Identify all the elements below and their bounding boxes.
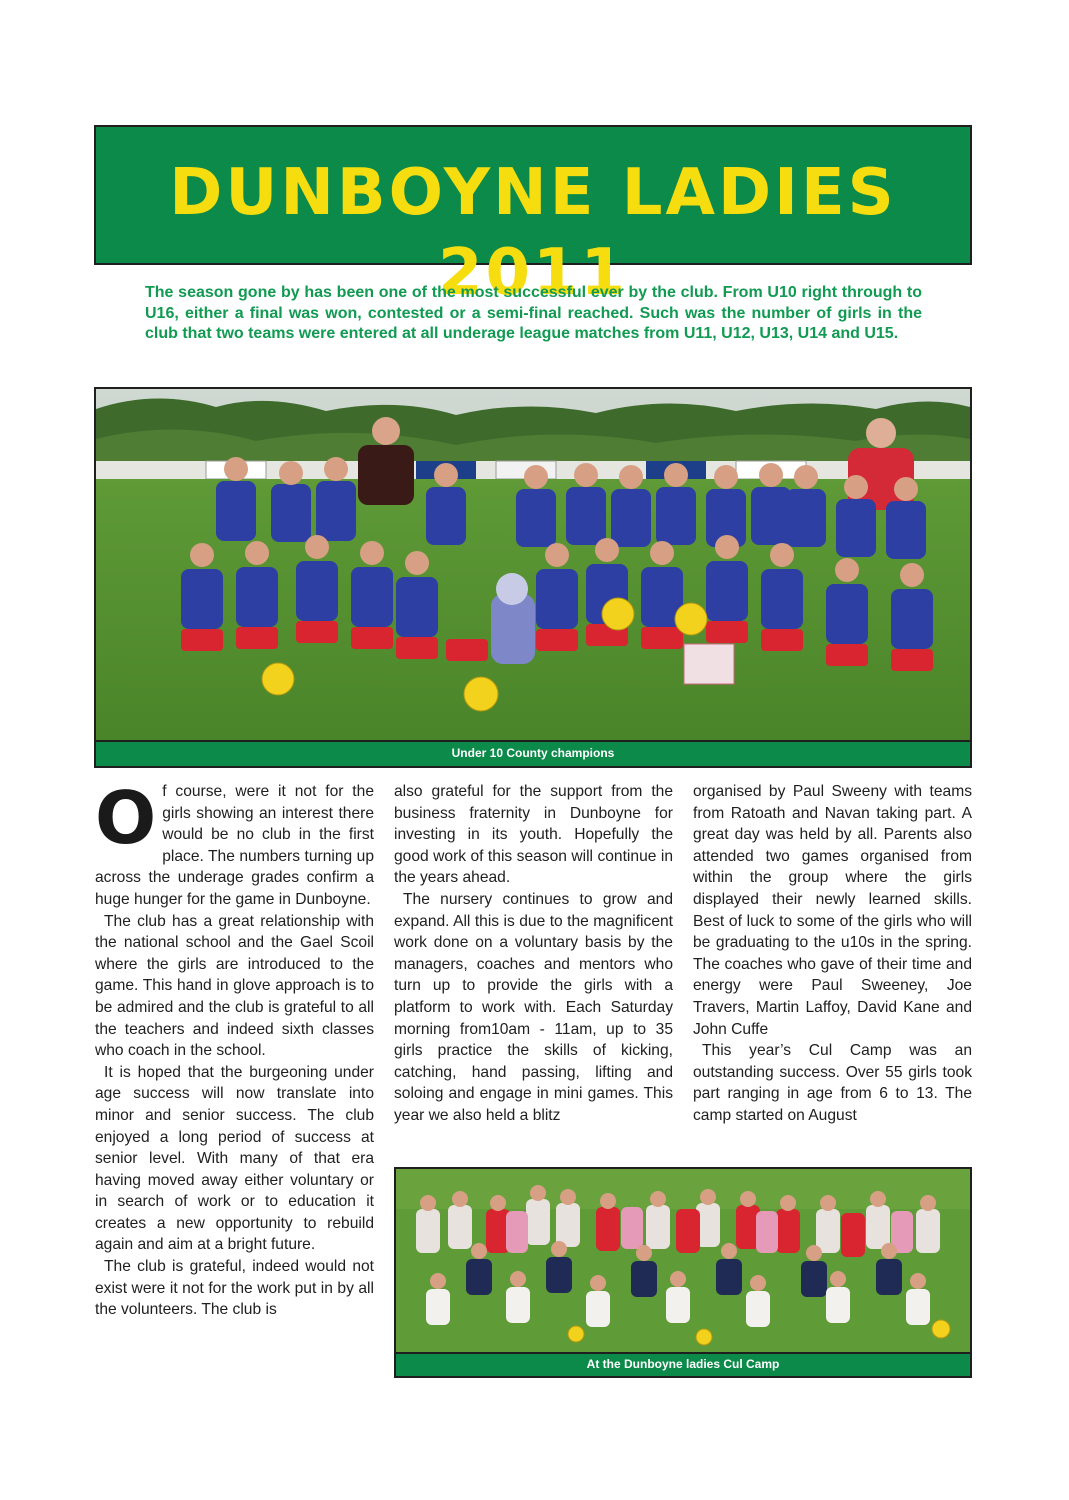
col1-paragraph-2: The club has a great relationship with the national school and the Gael Scoil where the girls are introduced to the game. This hand in glove approach is to be admired and the club is grateful to all the teachers and indeed sixth classes who coach in the school. [95, 912, 374, 1060]
article-column-3 [693, 781, 972, 1127]
title-banner [94, 125, 972, 310]
article-column-1 [95, 776, 374, 1321]
cul-camp-photo-frame [394, 1167, 972, 1378]
col3-paragraph-2: This year’s Cul Camp was an outstanding success. Over 55 girls took part ranging in age from 6 to 13. The camp started on August [693, 1042, 972, 1124]
drop-cap: O [95, 776, 157, 860]
team-photo-frame [94, 387, 972, 768]
col1-paragraph-4: The club is grateful, indeed would not exist were it not for the work put in by all the volunteers. The club is [95, 1258, 374, 1319]
cul-camp-photo-caption: At the Dunboyne ladies Cul Camp [396, 1352, 970, 1376]
team-photo-caption: Under 10 County champions [96, 740, 970, 766]
col2-paragraph-1: also grateful for the support from the business fraternity in Dunboyne for investing in its youth. Hopefully the good work of this season will continue in the years ahead. [394, 783, 673, 887]
article-column-2 [394, 781, 673, 1127]
col1-paragraph-3: It is hoped that the burgeoning under age success will now translate into minor and senior success. The club enjoyed a long period of success at senior level. With many of that era having moved away either voluntary or in search of work or to education it creates a new opportunity to rebuild again and aim at a bright future. [95, 1063, 374, 1254]
intro-paragraph: The season gone by has been one of the most successful ever by the club. From U10 right through to U16, either a final was won, contested or a semi-final reached. Such was the number of girls in the club that two teams were entered at all underage league matches from U11, U12, U13, U14 and U15. [145, 284, 922, 342]
team-photo [96, 389, 970, 744]
col1-paragraph-1: f course, were it not for the girls showing an interest there would be no club in the first place. The numbers turning up across the underage grades confirm a huge hunger for the game in Dunboyne. [95, 783, 374, 908]
col3-paragraph-1: organised by Paul Sweeny with teams from Ratoath and Navan taking part. A great day was held by all. Parents also attended two games organised from within the group where the girls displayed their newly learned skills. Best of luck to some of the girls who will be graduating to the u10s in the spring. The coaches who gave of their time and energy were Paul Sweeney, Joe Travers, Martin Laffoy, David Kane and John Cuffe [693, 783, 972, 1038]
cul-camp-photo [396, 1169, 970, 1356]
col2-paragraph-2: The nursery continues to grow and expand. All this is due to the magnificent work done on a voluntary basis by the managers, coaches and mentors who turn up to provide the girls with a platform to work with. Each Saturday morning from10am - 11am, up to 35 girls practice the skills of kicking, catching, hand passing, lifting and soloing and engage in mini games. This year we also held a blitz [394, 890, 673, 1124]
page-title: DUNBOYNE LADIES 2011 [169, 156, 897, 310]
